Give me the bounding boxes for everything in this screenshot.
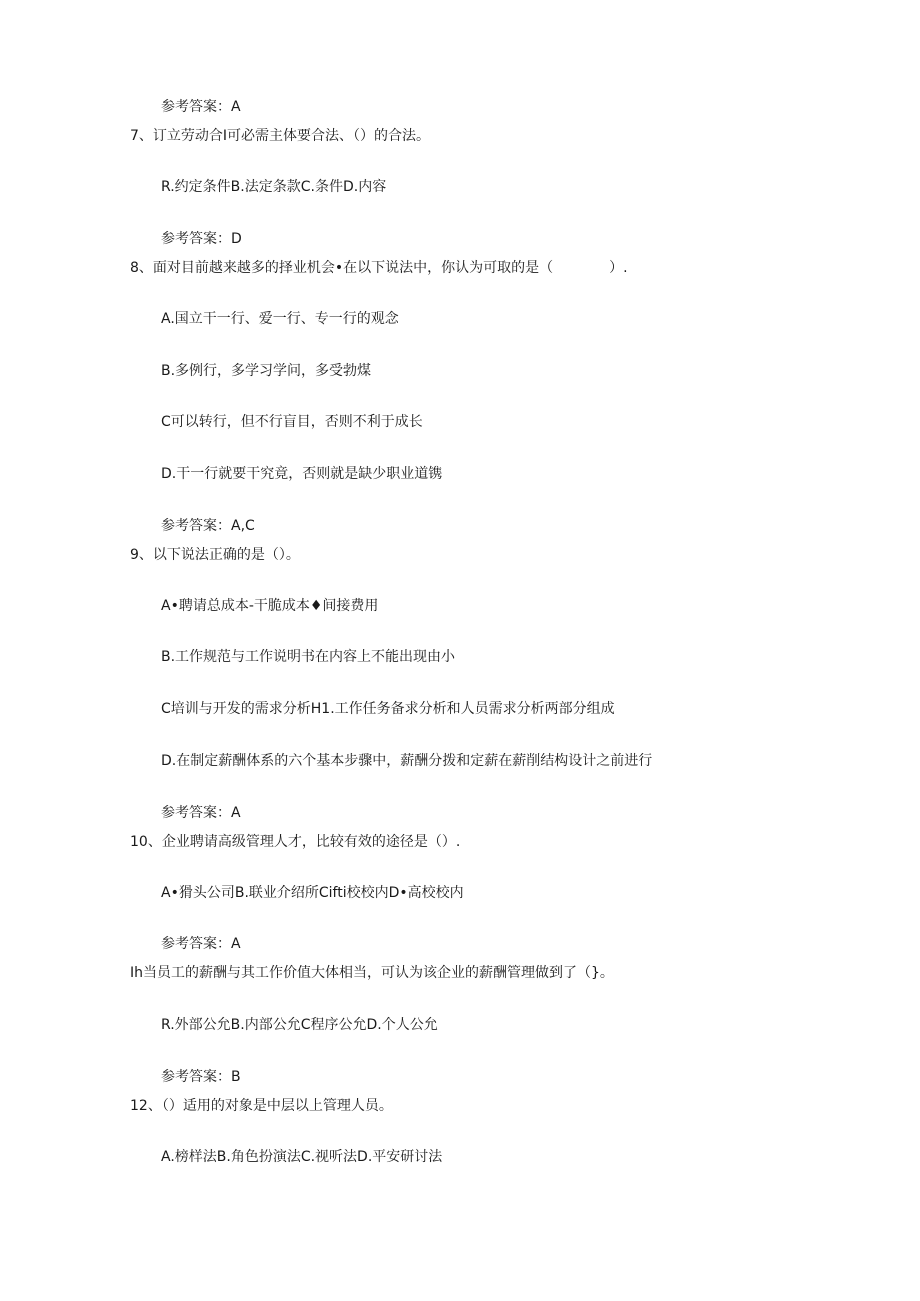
- question-8: 8、面对目前越来越多的择业机会•在以下说法中，你认为可取的是（ ）.: [130, 260, 628, 276]
- question-11: Ih当员工的薪酬与其工作价值大体相当，可认为该企业的薪酬管理做到了（}。: [130, 965, 614, 981]
- option-9-b: B.工作规范与工作说明书在内容上不能出现由小: [161, 649, 456, 665]
- options-7: R.约定条件B.法定条款C.条件D.内容: [161, 179, 387, 195]
- option-9-c: C培训与开发的需求分析H1.工作任务备求分析和人员需求分析两部分组成: [161, 701, 615, 717]
- options-11: R.外部公允B.内部公允C程序公允D.个人公允: [161, 1017, 438, 1033]
- option-8-a: A.国立干一行、爱一行、专一行的观念: [161, 311, 399, 327]
- answer-line-9: 参考答案：A: [161, 805, 241, 821]
- option-8-c: C可以转行，但不行盲目，否则不利于成长: [161, 414, 423, 430]
- answer-line-7: 参考答案：D: [161, 231, 242, 247]
- option-8-d: D.干一行就要干究竟，否则就是缺少职业道镌: [161, 466, 443, 482]
- option-8-b: B.多例行，多学习学问，多受勃煤: [161, 363, 372, 379]
- options-10: A•猾头公司B.联业介绍所Cifti校校内D•高校校内: [161, 885, 464, 901]
- question-12: 12、（）适用的对象是中层以上管理人员。: [130, 1098, 393, 1114]
- options-12: A.榜样法B.角色扮演法C.视听法D.平安研讨法: [161, 1149, 443, 1165]
- question-7: 7、订立劳动合I可必需主体要合法、（）的合法。: [130, 128, 431, 144]
- answer-line-8: 参考答案：A,C: [161, 518, 255, 534]
- answer-line-11: 参考答案：B: [161, 1069, 241, 1085]
- answer-line-6: 参考答案：A: [161, 99, 241, 115]
- option-9-d: D.在制定薪酬体系的六个基本步骤中，薪酬分拨和定薪在薪削结构设计之前进行: [161, 753, 653, 769]
- answer-line-10: 参考答案：A: [161, 936, 241, 952]
- option-9-a: A•聘请总成本-干脆成本♦间接费用: [161, 598, 379, 614]
- question-9: 9、以下说法正确的是（）。: [130, 547, 300, 563]
- question-10: 10、企业聘请高级管理人才，比较有效的途径是（）.: [130, 834, 461, 850]
